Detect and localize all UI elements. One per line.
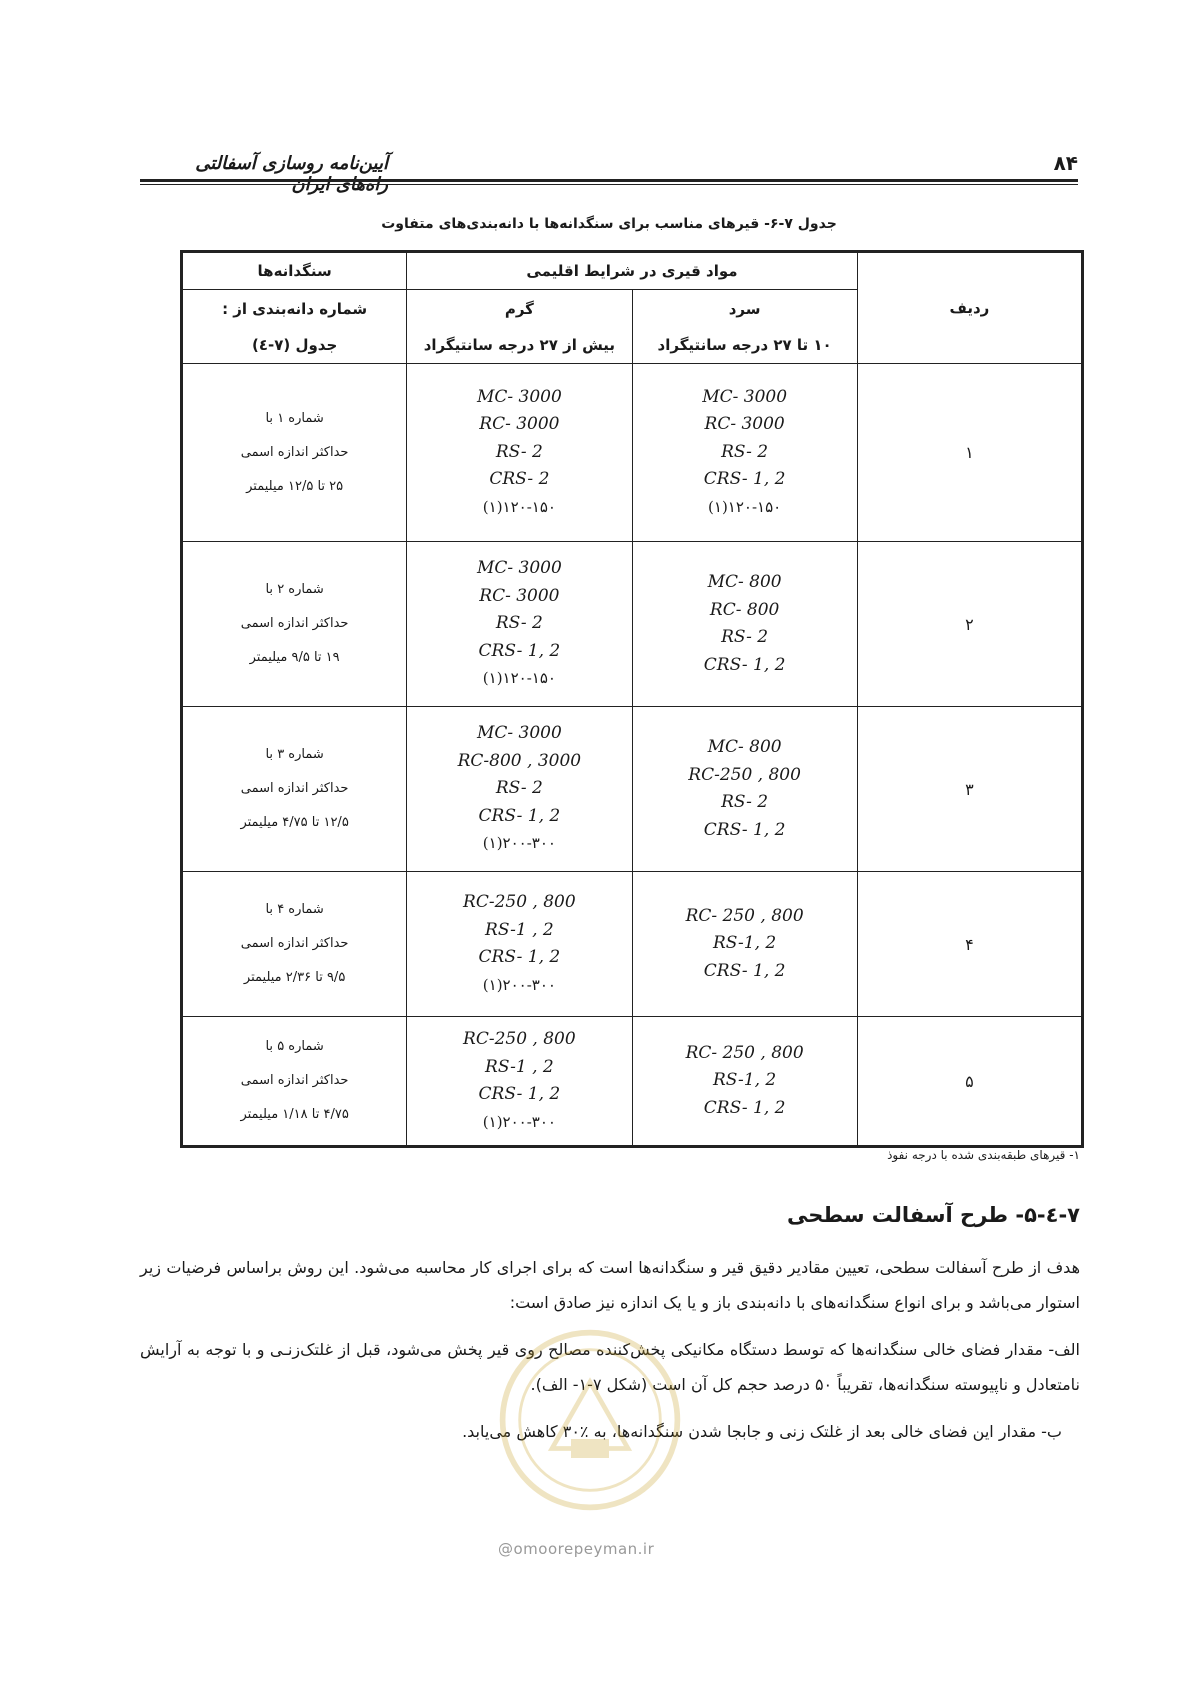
bitumen-grade: CRS- 1, 2 [703, 819, 786, 840]
bitumen-grade: RS- 2 [721, 441, 769, 462]
bitumen-grade: RC- 3000 [479, 414, 560, 435]
aggregate-line: حداکثر اندازه اسمی [240, 1073, 349, 1088]
hot-bitumen-cell [407, 1017, 632, 1147]
header-aggregates: سنگدانه‌ها [182, 252, 407, 290]
bitumen-grade: CRS- 1, 2 [478, 640, 561, 661]
header-cold: سرد ۱۰ تا ۲۷ درجه سانتیگراد [632, 290, 857, 364]
cold-bitumen-cell [632, 542, 857, 707]
header-rule-thick [140, 179, 1078, 182]
hot-bitumen-cell [407, 542, 632, 707]
table-row [182, 542, 1083, 707]
section-title: ۷-٤-۵- طرح آسفالت سطحی [786, 1203, 1080, 1227]
aggregate-cell [182, 542, 407, 707]
bitumen-grade: CRS- 1, 2 [703, 1097, 786, 1118]
bitumen-grade: RS-1, 2 [712, 1070, 777, 1091]
watermark-url: @omoorepeyman.ir [498, 1540, 655, 1558]
bitumen-grade: RC- 250 , 800 [685, 1042, 804, 1063]
aggregate-line: شماره ۲ با [265, 582, 324, 597]
aggregate-line: شماره ۴ با [265, 902, 324, 917]
bitumen-grade: ۱۲۰-۱۵۰(۱) [482, 497, 556, 516]
bitumen-grade: ۲۰۰-۳۰۰(۱) [482, 834, 556, 853]
aggregate-line: ۲۵ تا ۱۲/۵ میلیمتر [246, 478, 344, 494]
bitumen-grade: RC- 800 [709, 599, 780, 620]
bitumen-grade: RS- 2 [495, 441, 543, 462]
header-hot: گرم بیش از ۲۷ درجه سانتیگراد [407, 290, 632, 364]
aggregate-line: حداکثر اندازه اسمی [240, 781, 349, 796]
bitumen-grade: ۲۰۰-۳۰۰(۱) [482, 975, 556, 994]
cold-bitumen-cell [632, 364, 857, 542]
aggregate-line: ۱۲/۵ تا ۴/۷۵ میلیمتر [240, 815, 349, 830]
aggregate-line: ۹/۵ تا ۲/۳۶ میلیمتر [243, 970, 346, 985]
header-rule-thin [140, 184, 1078, 185]
header-row-no: ردیف [857, 252, 1082, 364]
header-gradation: شماره دانه‌بندی از : جدول (۷-٤) [182, 290, 407, 364]
row-number: ۵ [857, 1017, 1082, 1147]
bitumen-grade: RS- 2 [721, 627, 769, 647]
bitumen-grade: RC-250 , 800 [463, 1029, 576, 1049]
table-row [182, 872, 1083, 1017]
bitumen-grade: MC- 3000 [702, 386, 788, 407]
table-row [182, 364, 1083, 542]
hot-bitumen-cell [407, 872, 632, 1017]
bitumen-grade: RC-800 , 3000 [457, 750, 582, 771]
bitumen-grade: CRS- 1, 2 [703, 469, 786, 490]
bitumen-grade: MC- 800 [707, 737, 782, 757]
page-number: ۸۴ [1053, 151, 1078, 175]
row-number: ۱ [857, 364, 1082, 542]
aggregate-line: شماره ۵ با [265, 1039, 324, 1054]
bitumen-grade: MC- 3000 [476, 558, 562, 579]
aggregate-cell [182, 707, 407, 872]
row-number: ۴ [857, 872, 1082, 1017]
bitumen-grade: RS- 2 [495, 613, 543, 634]
bitumen-grade: RC-250 , 800 [688, 764, 801, 785]
aggregate-line: ۱۹ تا ۹/۵ میلیمتر [249, 650, 340, 665]
aggregate-cell [182, 1017, 407, 1147]
bitumen-grade: RC- 3000 [704, 414, 785, 435]
bitumen-grade: ۱۲۰-۱۵۰(۱) [482, 669, 556, 688]
bitumen-grade: ۱۲۰-۱۵۰(۱) [708, 497, 782, 516]
aggregate-line: حداکثر اندازه اسمی [240, 616, 349, 631]
aggregate-line: حداکثر اندازه اسمی [240, 936, 349, 951]
bitumen-table [180, 250, 1084, 1148]
bitumen-grade: CRS- 1, 2 [703, 960, 786, 981]
header-bitumen-group: مواد قیری در شرایط اقلیمی [407, 252, 858, 290]
bitumen-grade: RS- 2 [495, 778, 543, 799]
aggregate-cell [182, 364, 407, 542]
table-row [182, 707, 1083, 872]
bitumen-grade: CRS- 1, 2 [703, 654, 786, 675]
table-row [182, 1017, 1083, 1147]
paragraph-b: ب- مقدار این فضای خالی بعد از غلتک زنی و جابجا شدن سنگدانه‌ها، به ٪۳۰ کاهش می‌یابد. [462, 1422, 1062, 1441]
bitumen-grade: RS-1 , 2 [485, 919, 554, 940]
bitumen-grade: RS-1 , 2 [485, 1056, 554, 1077]
bitumen-grade: CRS- 2 [489, 469, 550, 490]
cold-bitumen-cell [632, 872, 857, 1017]
cold-bitumen-cell [632, 1017, 857, 1147]
bitumen-grade: CRS- 1, 2 [478, 947, 561, 967]
aggregate-line: شماره ۳ با [265, 747, 324, 762]
watermark-seal [495, 1325, 685, 1515]
hot-bitumen-cell [407, 707, 632, 872]
book-title: آیین‌نامه روسازی آسفالتی [195, 153, 388, 174]
cold-bitumen-cell [632, 707, 857, 872]
paragraph-intro: هدف از طرح آسفالت سطحی، تعیین مقادیر دقیق قیر و سنگدانه‌ها است که برای اجرای کار محاسبه می‌شود. این روش براساس فرضیات زیر استوار می‌باشد و برای انواع سنگدانه‌های با دانه‌بندی باز و یا یک اندازه نیز صادق است: [140, 1258, 1080, 1312]
aggregate-cell [182, 872, 407, 1017]
bitumen-grade: RC-250 , 800 [463, 892, 576, 912]
table-footnote: ۱- قیرهای طبقه‌بندی شده با درجه نفوذ [887, 1148, 1080, 1162]
bitumen-grade: RC- 250 , 800 [685, 905, 804, 926]
aggregate-line: ۴/۷۵ تا ۱/۱۸ میلیمتر [240, 1107, 349, 1122]
aggregate-line: شماره ۱ با [265, 410, 324, 426]
bitumen-grade: CRS- 1, 2 [478, 805, 561, 826]
row-number: ۲ [857, 542, 1082, 707]
aggregate-line: حداکثر اندازه اسمی [240, 444, 349, 460]
bitumen-grade: RC- 3000 [479, 585, 560, 606]
table-caption: جدول ۷-۶- قیرهای مناسب برای سنگدانه‌ها با دانه‌بندی‌های متفاوت [381, 216, 837, 232]
bitumen-grade: MC- 800 [707, 572, 782, 592]
hot-bitumen-cell [407, 364, 632, 542]
bitumen-grade: RS- 2 [721, 792, 769, 812]
row-number: ۳ [857, 707, 1082, 872]
bitumen-grade: RS-1, 2 [712, 933, 777, 954]
bitumen-grade: MC- 3000 [476, 723, 562, 744]
bitumen-grade: ۲۰۰-۳۰۰(۱) [482, 1112, 556, 1131]
bitumen-grade: CRS- 1, 2 [478, 1084, 561, 1104]
bitumen-grade: MC- 3000 [476, 386, 562, 407]
paragraph-a: الف- مقدار فضای خالی سنگدانه‌ها که توسط دستگاه مکانیکی پخش‌کننده مصالح روی قیر پخش می‌شود، قبل از غلتک‌زنـی و با توجه به آرایش نامتعادل و ناپیوسته سنگدانه‌ها، تقریباً ۵۰ درصد حجم کل آن است (شکل ۷-۱- الف). [140, 1340, 1080, 1394]
